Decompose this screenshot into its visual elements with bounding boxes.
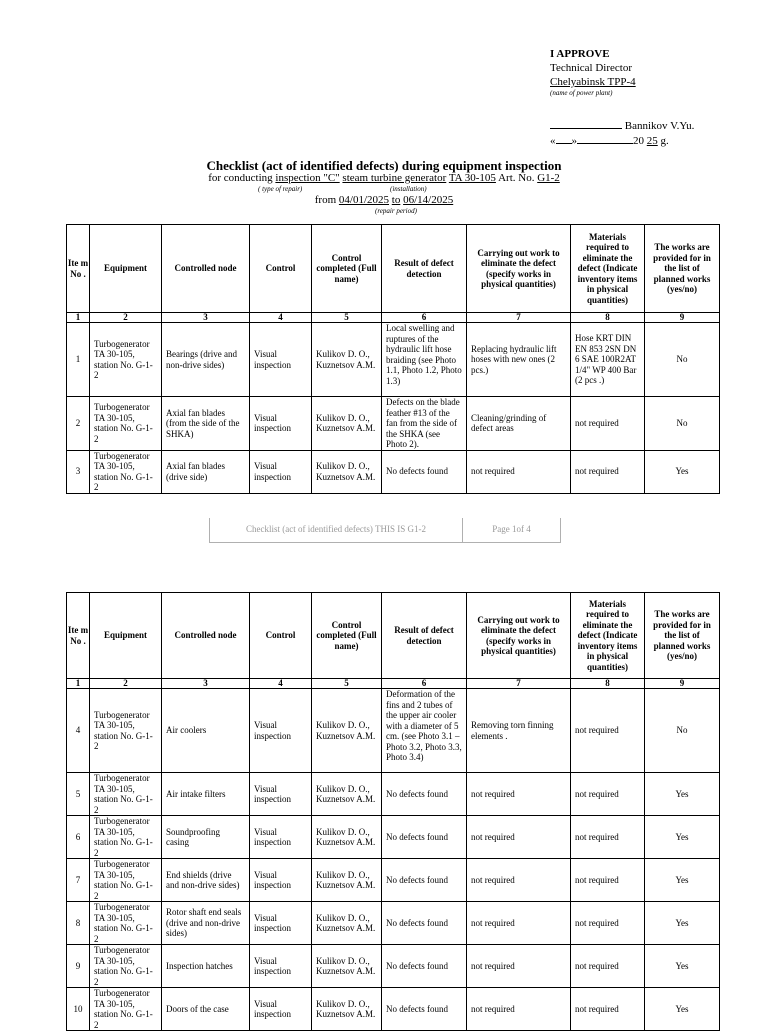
- column-number: 6: [382, 679, 467, 689]
- column-number: 9: [645, 313, 720, 323]
- cell-person: Kulikov D. O., Kuznetsov A.M.: [312, 988, 382, 1031]
- hint-repair-period: (repair period): [375, 207, 417, 215]
- cell-person: Kulikov D. O., Kuznetsov A.M.: [312, 689, 382, 773]
- cell-planned: Yes: [645, 988, 720, 1031]
- cell-control: Visual inspection: [250, 945, 312, 988]
- cell-person: Kulikov D. O., Kuznetsov A.M.: [312, 816, 382, 859]
- cell-person: Kulikov D. O., Kuznetsov A.M.: [312, 773, 382, 816]
- cell-no: 8: [67, 902, 90, 945]
- cell-result: No defects found: [382, 816, 467, 859]
- table-row: [67, 816, 720, 859]
- col-controlled-node-header: Controlled node: [162, 593, 250, 679]
- approval-position: Technical Director: [550, 62, 632, 74]
- cell-control: Visual inspection: [250, 816, 312, 859]
- cell-materials: not required: [571, 945, 645, 988]
- cell-equipment: Turbogenerator TA 30-105, station No. G-1-2: [90, 323, 162, 397]
- cell-work: not required: [467, 816, 571, 859]
- column-number: 2: [90, 313, 162, 323]
- approval-date: « » 20 25 g.: [550, 135, 669, 147]
- cell-no: 7: [67, 859, 90, 902]
- checklist-table-page1: [66, 224, 720, 494]
- cell-equipment: Turbogenerator TA 30-105, station No. G-1-2: [90, 816, 162, 859]
- cell-node: Bearings (drive and non-drive sides): [162, 323, 250, 397]
- cell-control: Visual inspection: [250, 859, 312, 902]
- table-row: [67, 397, 720, 451]
- col-control-header: Control: [250, 225, 312, 313]
- cell-person: Kulikov D. O., Kuznetsov A.M.: [312, 902, 382, 945]
- cell-node: Air coolers: [162, 689, 250, 773]
- column-number: 3: [162, 679, 250, 689]
- col-planned-header: The works are provided for in the list of planned works (yes/no): [645, 593, 720, 679]
- column-number: 5: [312, 313, 382, 323]
- column-number: 1: [67, 679, 90, 689]
- cell-no: 10: [67, 988, 90, 1031]
- cell-work: Replacing hydraulic lift hoses with new ones (2 pcs.): [467, 323, 571, 397]
- cell-control: Visual inspection: [250, 773, 312, 816]
- cell-equipment: Turbogenerator TA 30-105, station No. G-1-2: [90, 397, 162, 451]
- col-equipment-header: Equipment: [90, 225, 162, 313]
- cell-no: 4: [67, 689, 90, 773]
- cell-control: Visual inspection: [250, 902, 312, 945]
- signature-block: [550, 118, 694, 148]
- cell-equipment: Turbogenerator TA 30-105, station No. G-1-2: [90, 945, 162, 988]
- footer-page-number: Page 1of 4: [492, 524, 531, 534]
- column-number: 8: [571, 313, 645, 323]
- cell-planned: Yes: [645, 945, 720, 988]
- cell-no: 5: [67, 773, 90, 816]
- cell-node: Soundproofing casing: [162, 816, 250, 859]
- approval-block: [550, 47, 636, 98]
- column-number: 8: [571, 679, 645, 689]
- cell-planned: Yes: [645, 816, 720, 859]
- col-control-completed-header: Control completed (Full name): [312, 225, 382, 313]
- document-title: Checklist (act of identified defects) during equipment inspection: [206, 158, 562, 173]
- cell-no: 1: [67, 323, 90, 397]
- cell-result: No defects found: [382, 945, 467, 988]
- column-number: 7: [467, 313, 571, 323]
- signer-name: Bannikov V.Yu.: [624, 120, 695, 132]
- cell-equipment: Turbogenerator TA 30-105, station No. G-1-2: [90, 450, 162, 493]
- table-row: [67, 450, 720, 493]
- cell-no: 3: [67, 450, 90, 493]
- col-equipment-header: Equipment: [90, 593, 162, 679]
- cell-planned: No: [645, 397, 720, 451]
- cell-no: 9: [67, 945, 90, 988]
- table-row: [67, 689, 720, 773]
- cell-equipment: Turbogenerator TA 30-105, station No. G-1-2: [90, 988, 162, 1031]
- column-number: 7: [467, 679, 571, 689]
- table-header-row: [67, 593, 720, 679]
- cell-equipment: Turbogenerator TA 30-105, station No. G-1-2: [90, 902, 162, 945]
- col-planned-header: The works are provided for in the list of planned works (yes/no): [645, 225, 720, 313]
- cell-result: No defects found: [382, 902, 467, 945]
- signature-blank: [550, 118, 622, 129]
- cell-planned: No: [645, 689, 720, 773]
- signature-line: [550, 118, 694, 133]
- cell-node: Rotor shaft end seals (drive and non-drive sides): [162, 902, 250, 945]
- cell-result: Local swelling and ruptures of the hydraulic lift hose braiding (see Photo 1.1, Photo 1.2, Photo 1.3): [382, 323, 467, 397]
- cell-node: End shields (drive and non-drive sides): [162, 859, 250, 902]
- cell-node: Inspection hatches: [162, 945, 250, 988]
- column-number: 3: [162, 313, 250, 323]
- cell-control: Visual inspection: [250, 988, 312, 1031]
- cell-result: No defects found: [382, 450, 467, 493]
- col-result-header: Result of defect detection: [382, 225, 467, 313]
- cell-work: not required: [467, 902, 571, 945]
- cell-work: not required: [467, 773, 571, 816]
- column-number-row: [67, 313, 720, 323]
- cell-materials: not required: [571, 859, 645, 902]
- col-controlled-node-header: Controlled node: [162, 225, 250, 313]
- column-number: 6: [382, 313, 467, 323]
- approval-plant: Chelyabinsk TPP-4: [550, 76, 636, 88]
- column-number-row: [67, 679, 720, 689]
- cell-person: Kulikov D. O., Kuznetsov A.M.: [312, 397, 382, 451]
- table-row: [67, 323, 720, 397]
- cell-planned: Yes: [645, 773, 720, 816]
- cell-person: Kulikov D. O., Kuznetsov A.M.: [312, 323, 382, 397]
- footer-document: Checklist (act of identified defects) THIS IS G1-2: [210, 518, 463, 542]
- col-control-header: Control: [250, 593, 312, 679]
- cell-node: Doors of the case: [162, 988, 250, 1031]
- cell-work: not required: [467, 945, 571, 988]
- cell-work: not required: [467, 450, 571, 493]
- col-result-header: Result of defect detection: [382, 593, 467, 679]
- period-line: from 04/01/2025 to 06/14/2025: [314, 194, 454, 206]
- column-number: 5: [312, 679, 382, 689]
- cell-result: No defects found: [382, 773, 467, 816]
- hint-repair-type: ( type of repair): [258, 185, 303, 193]
- cell-planned: Yes: [645, 450, 720, 493]
- table-row: [67, 945, 720, 988]
- cell-materials: not required: [571, 902, 645, 945]
- cell-equipment: Turbogenerator TA 30-105, station No. G-1-2: [90, 689, 162, 773]
- cell-materials: not required: [571, 397, 645, 451]
- col-materials-header: Materials required to eliminate the defect (Indicate inventory items in physical quantities): [571, 593, 645, 679]
- column-number: 2: [90, 679, 162, 689]
- cell-node: Air intake filters: [162, 773, 250, 816]
- cell-planned: Yes: [645, 859, 720, 902]
- cell-result: Deformation of the fins and 2 tubes of the upper air cooler with a diameter of 5 cm. (see Photo 3.1 – Photo 3.2, Photo 3.3, Photo 3.4): [382, 689, 467, 773]
- table-row: [67, 902, 720, 945]
- column-number: 4: [250, 679, 312, 689]
- cell-no: 6: [67, 816, 90, 859]
- cell-work: Removing torn finning elements .: [467, 689, 571, 773]
- cell-work: not required: [467, 988, 571, 1031]
- cell-no: 2: [67, 397, 90, 451]
- cell-work: Cleaning/grinding of defect areas: [467, 397, 571, 451]
- column-number: 9: [645, 679, 720, 689]
- cell-result: No defects found: [382, 859, 467, 902]
- subtitle-line: for conducting inspection "C" steam turbine generator TA 30-105 Art. No. G1-2: [208, 172, 560, 184]
- cell-equipment: Turbogenerator TA 30-105, station No. G-1-2: [90, 773, 162, 816]
- approval-heading: I APPROVE: [550, 48, 610, 60]
- hint-installation: (installation): [390, 185, 427, 193]
- cell-equipment: Turbogenerator TA 30-105, station No. G-1-2: [90, 859, 162, 902]
- cell-planned: No: [645, 323, 720, 397]
- cell-materials: not required: [571, 816, 645, 859]
- cell-result: No defects found: [382, 988, 467, 1031]
- col-control-completed-header: Control completed (Full name): [312, 593, 382, 679]
- cell-materials: not required: [571, 450, 645, 493]
- col-item-no-header: Ite m No .: [67, 593, 90, 679]
- cell-control: Visual inspection: [250, 689, 312, 773]
- cell-control: Visual inspection: [250, 397, 312, 451]
- cell-person: Kulikov D. O., Kuznetsov A.M.: [312, 859, 382, 902]
- page-footer: [209, 518, 561, 543]
- checklist-table-page2: [66, 592, 720, 1031]
- cell-result: Defects on the blade feather #13 of the fan from the side of the SHKA (see Photo 2).: [382, 397, 467, 451]
- table-header-row: [67, 225, 720, 313]
- cell-materials: not required: [571, 689, 645, 773]
- cell-person: Kulikov D. O., Kuznetsov A.M.: [312, 945, 382, 988]
- cell-person: Kulikov D. O., Kuznetsov A.M.: [312, 450, 382, 493]
- cell-node: Axial fan blades (from the side of the SHKA): [162, 397, 250, 451]
- col-work-header: Carrying out work to eliminate the defect (specify works in physical quantities): [467, 593, 571, 679]
- table-row: [67, 988, 720, 1031]
- cell-materials: not required: [571, 773, 645, 816]
- table-row: [67, 859, 720, 902]
- cell-materials: Hose KRT DIN EN 853 2SN DN 6 SAE 100R2AT 1/4" WP 400 Bar (2 pcs .): [571, 323, 645, 397]
- cell-control: Visual inspection: [250, 323, 312, 397]
- cell-work: not required: [467, 859, 571, 902]
- col-materials-header: Materials required to eliminate the defect (Indicate inventory items in physical quantities): [571, 225, 645, 313]
- cell-materials: not required: [571, 988, 645, 1031]
- column-number: 1: [67, 313, 90, 323]
- table-row: [67, 773, 720, 816]
- col-work-header: Carrying out work to eliminate the defect (specify works in physical quantities): [467, 225, 571, 313]
- approval-plant-note: (name of power plant): [550, 89, 613, 97]
- col-item-no-header: Ite m No .: [67, 225, 90, 313]
- cell-planned: Yes: [645, 902, 720, 945]
- column-number: 4: [250, 313, 312, 323]
- cell-control: Visual inspection: [250, 450, 312, 493]
- cell-node: Axial fan blades (drive side): [162, 450, 250, 493]
